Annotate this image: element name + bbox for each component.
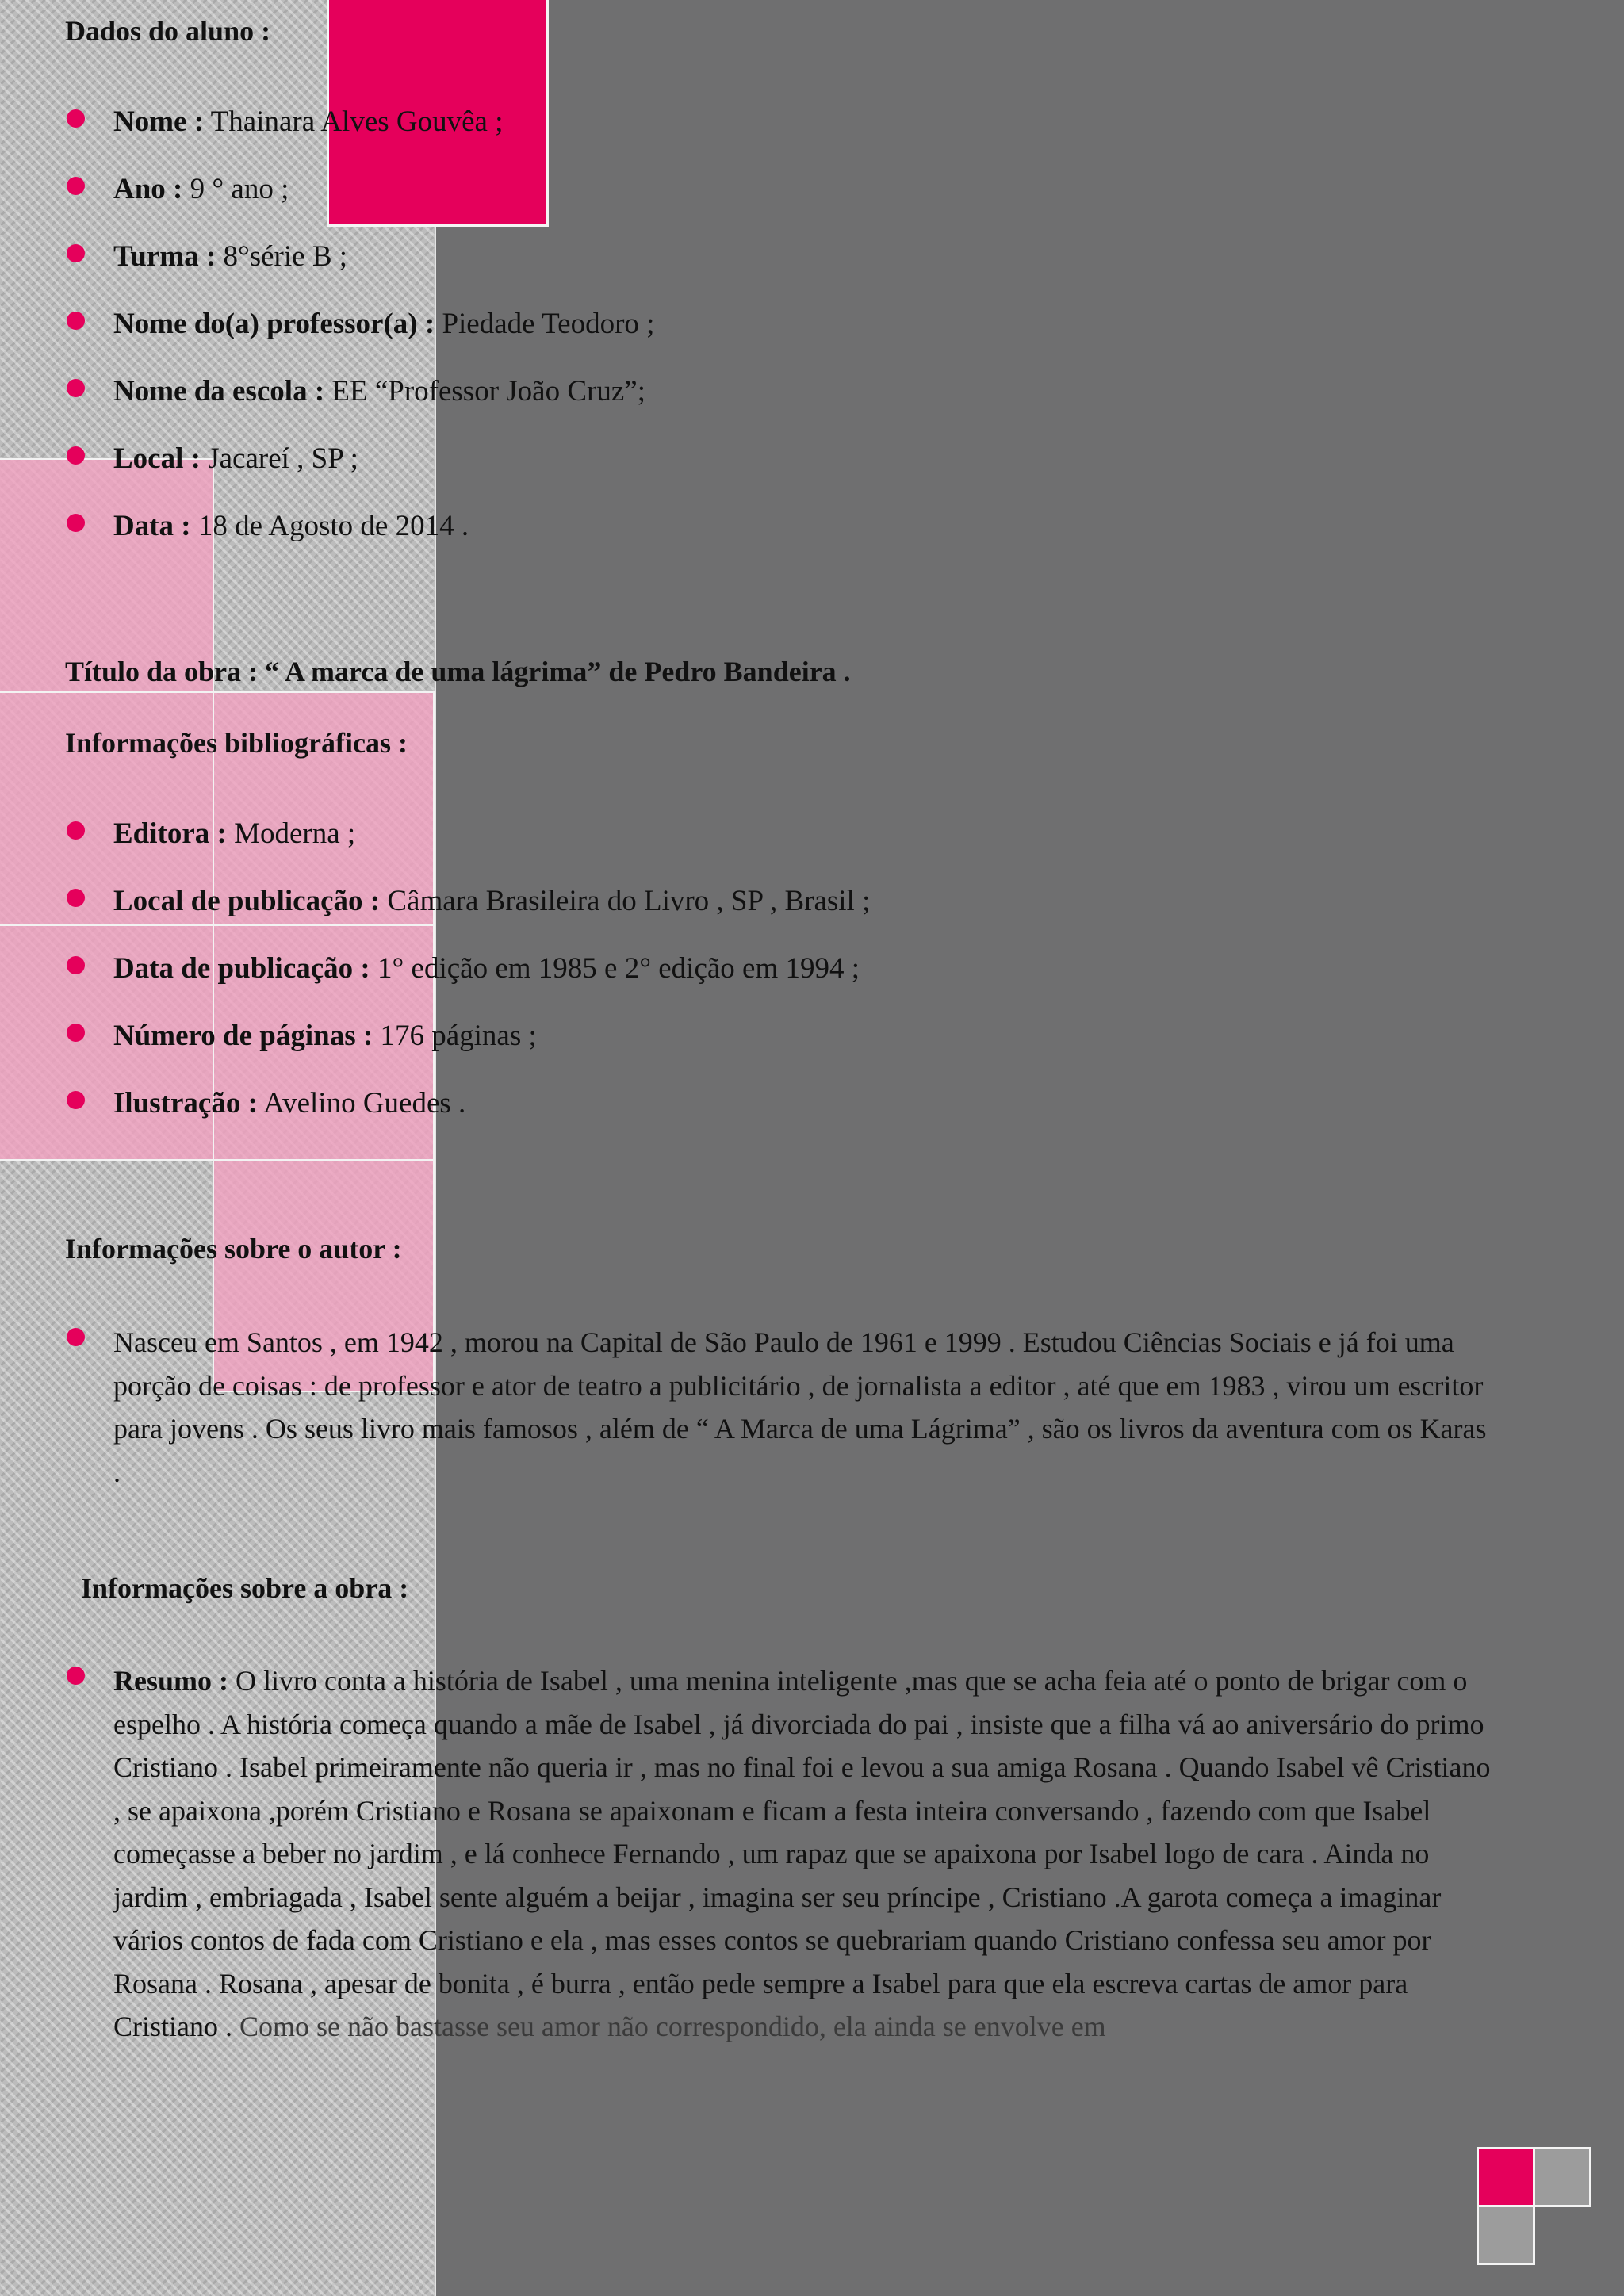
bullet-icon bbox=[67, 379, 85, 397]
author-heading: Informações sobre o autor : bbox=[65, 1233, 402, 1265]
student-school: Nome da escola : EE “Professor João Cruz”; bbox=[113, 375, 645, 408]
bib-illustration: Ilustração : Avelino Guedes . bbox=[113, 1087, 466, 1119]
bullet-icon bbox=[67, 109, 85, 128]
bullet-icon bbox=[67, 1091, 85, 1109]
bullet-icon bbox=[67, 514, 85, 532]
bib-publication-date: Data de publicação : 1° edição em 1985 e 2° edição em 1994 ; bbox=[113, 952, 860, 985]
bullet-icon bbox=[67, 446, 85, 465]
bullet-icon bbox=[67, 821, 85, 840]
bullet-icon bbox=[67, 1667, 85, 1685]
bibliography-heading: Informações bibliográficas : bbox=[65, 727, 408, 759]
student-teacher: Nome do(a) professor(a) : Piedade Teodoro ; bbox=[113, 308, 655, 340]
bib-publication-place: Local de publicação : Câmara Brasileira do Livro , SP , Brasil ; bbox=[113, 885, 871, 917]
bullet-icon bbox=[67, 244, 85, 262]
student-name: Nome : Thainara Alves Gouvêa ; bbox=[113, 105, 504, 138]
student-class: Turma : 8°série B ; bbox=[113, 240, 348, 273]
summary-continuation: Como se não bastasse seu amor não correspondido, ela ainda se envolve em bbox=[239, 2011, 1106, 2042]
work-title: Título da obra : “ A marca de uma lágrima” de Pedro Bandeira . bbox=[65, 656, 851, 687]
work-summary: Resumo : O livro conta a história de Isabel , uma menina inteligente ,mas que se acha feia até o ponto de brigar com o espelho . A história começa quando a mãe de Isabel , já divorciada do pai , insiste que a filha vá ao aniversário do primo Cristiano . Isabel primeiramente não queria ir , mas no final foi e levou a sua amiga Rosana . Quando Isabel vê Cristiano , se apaixona ,porém Cristiano e Rosana se apaixonam e ficam a festa inteira conversando , fazendo com que Isabel começasse a beber no jardim , e lá conhece Fernando , um rapaz que se apaixona por Isabel logo de cara . Ainda no jardim , embriagada , Isabel sente alguém a beijar , imagina ser seu príncipe , Cristiano .A garota começa a imaginar vários contos de fada com Cristiano e ela , mas esses contos se quebrariam quando Cristiano confessa seu amor por Rosana . Rosana , apesar de bonita , é burra , então pede sempre a Isabel para que ela escreva cartas de amor para Cristiano . Como se não bastasse seu amor não correspondido, ela ainda se envolve em bbox=[113, 1665, 1491, 2042]
bib-publisher: Editora : Moderna ; bbox=[113, 817, 356, 850]
bib-page-count: Número de páginas : 176 páginas ; bbox=[113, 1020, 537, 1052]
bullet-icon bbox=[67, 1328, 85, 1346]
bullet-icon bbox=[67, 312, 85, 330]
student-location: Local : Jacareí , SP ; bbox=[113, 442, 358, 475]
student-date: Data : 18 de Agosto de 2014 . bbox=[113, 510, 469, 542]
author-bio: Nasceu em Santos , em 1942 , morou na Capital de São Paulo de 1961 e 1999 . Estudou Ciências Sociais e já foi uma porção de coisas : de professor e ator de teatro a publicitário , de jornalista a editor , até que em 1983 , virou um escritor para jovens . Os seus livro mais famosos , além de “ A Marca de uma Lágrima” , são os livros da aventura com os Karas . bbox=[113, 1326, 1487, 1488]
student-data-heading: Dados do aluno : bbox=[65, 15, 271, 47]
work-heading: Informações sobre a obra : bbox=[81, 1572, 409, 1604]
bullet-icon bbox=[67, 889, 85, 907]
bullet-icon bbox=[67, 177, 85, 195]
bullet-icon bbox=[67, 956, 85, 974]
bullet-icon bbox=[67, 1024, 85, 1042]
student-year: Ano : 9 ° ano ; bbox=[113, 173, 289, 205]
